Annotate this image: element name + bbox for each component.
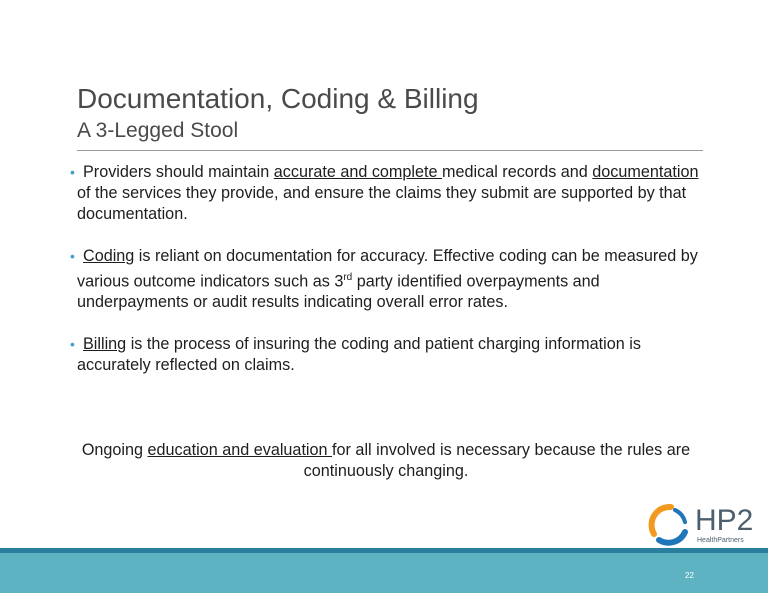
logo-wordmark: HP2 (695, 504, 754, 537)
slide-subtitle: A 3-Legged Stool (77, 119, 239, 142)
bullet-dot-icon: • (70, 248, 75, 264)
bullet-dot-icon: • (70, 164, 75, 180)
hp2-logo (645, 504, 761, 546)
bullet-list (70, 162, 710, 397)
closing-statement: Ongoing education and evaluation for all involved is necessary because the rules are continuously changing. (81, 441, 691, 480)
underlined-phrase: Coding (83, 247, 135, 265)
hp2-arc-logo-icon (645, 504, 689, 546)
footer-bar (0, 553, 768, 593)
bullet-text: Billing is the process of insuring the coding and patient charging information is accurately reflected on claims. (77, 335, 641, 375)
slide-title: Documentation, Coding & Billing (77, 83, 479, 114)
bullet-text: Providers should maintain accurate and complete medical records and documentation of the services they provide, and ensure the claims they submit are supported by that documentation. (77, 163, 699, 223)
bullet-item-coding (70, 246, 710, 313)
underlined-phrase: documentation (592, 163, 699, 181)
logo-subtext: HealthPartners (697, 537, 744, 544)
underlined-phrase: education and evaluation (147, 441, 333, 459)
bullet-text: Coding is reliant on documentation for accuracy. Effective coding can be measured by various outcome indicators such as 3rd party identified overpayments and underpayments or audit results indicating overall error rates. (77, 247, 698, 312)
underlined-phrase: Billing (83, 335, 127, 354)
bullet-dot-icon: • (70, 336, 75, 353)
page-number: 22 (685, 571, 694, 580)
underlined-phrase: accurate and complete (273, 163, 443, 181)
title-divider (77, 150, 703, 151)
bullet-item-billing (70, 334, 710, 376)
bullet-item-documentation (70, 162, 710, 225)
